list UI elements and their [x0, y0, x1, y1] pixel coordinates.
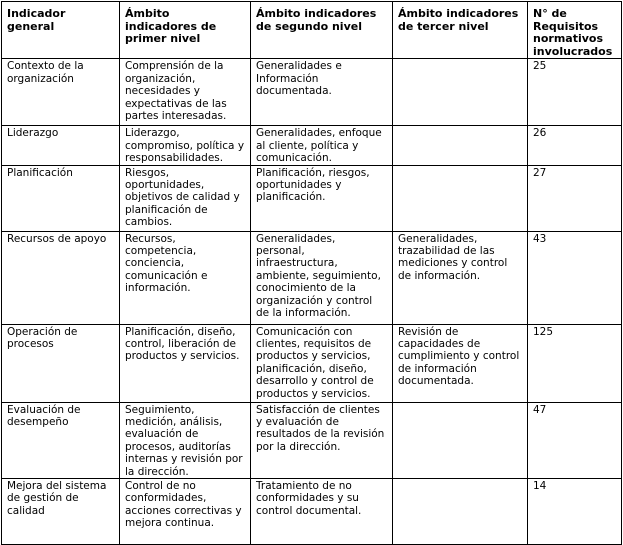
table-row	[2, 324, 622, 402]
cell-primer-nivel: Seguimiento, medición, análisis, evaluación de procesos, auditorías internas y revisión por la dirección.	[120, 402, 251, 478]
cell-segundo-nivel: Tratamiento de no conformidades y su control documental.	[251, 479, 393, 545]
cell-segundo-nivel: Satisfacción de clientes y evaluación de resultados de la revisión por la dirección.	[251, 402, 393, 478]
cell-tercer-nivel: Generalidades, trazabilidad de las mediciones y control de información.	[393, 231, 528, 324]
cell-indicador: Liderazgo	[2, 126, 120, 165]
header-tercer-nivel: Ámbito indicadores de tercer nivel	[393, 2, 528, 59]
cell-tercer-nivel: Revisión de capacidades de cumplimiento y control de información documentada.	[393, 324, 528, 402]
cell-indicador: Recursos de apoyo	[2, 231, 120, 324]
cell-tercer-nivel	[393, 479, 528, 545]
cell-primer-nivel: Recursos, competencia, conciencia, comunicación e información.	[120, 231, 251, 324]
cell-requisitos: 14	[528, 479, 622, 545]
cell-requisitos: 43	[528, 231, 622, 324]
table-row	[2, 165, 622, 231]
cell-tercer-nivel	[393, 126, 528, 165]
indicators-table	[1, 1, 622, 545]
cell-indicador: Planificación	[2, 165, 120, 231]
cell-segundo-nivel: Generalidades, personal, infraestructura, ambiente, seguimiento, conocimiento de la organización y control de la información.	[251, 231, 393, 324]
table-row	[2, 59, 622, 126]
cell-requisitos: 25	[528, 59, 622, 126]
cell-indicador: Mejora del sistema de gestión de calidad	[2, 479, 120, 545]
table-row	[2, 126, 622, 165]
cell-requisitos: 26	[528, 126, 622, 165]
cell-indicador: Contexto de la organización	[2, 59, 120, 126]
table-row	[2, 479, 622, 545]
cell-tercer-nivel	[393, 59, 528, 126]
header-indicador-general: Indicador general	[2, 2, 120, 59]
table-row	[2, 402, 622, 478]
table-row	[2, 231, 622, 324]
cell-requisitos: 125	[528, 324, 622, 402]
table-header-row	[2, 2, 622, 59]
cell-indicador: Evaluación de desempeño	[2, 402, 120, 478]
cell-segundo-nivel: Comunicación con clientes, requisitos de productos y servicios, planificación, diseño, desarrollo y control de productos y servicios.	[251, 324, 393, 402]
cell-primer-nivel: Control de no conformidades, acciones correctivas y mejora continua.	[120, 479, 251, 545]
cell-primer-nivel: Liderazgo, compromiso, política y responsabilidades.	[120, 126, 251, 165]
cell-segundo-nivel: Generalidades, enfoque al cliente, política y comunicación.	[251, 126, 393, 165]
header-primer-nivel: Ámbito indicadores de primer nivel	[120, 2, 251, 59]
cell-segundo-nivel: Planificación, riesgos, oportunidades y planificación.	[251, 165, 393, 231]
cell-segundo-nivel: Generalidades e Información documentada.	[251, 59, 393, 126]
header-requisitos: N° de Requisitos normativos involucrados	[528, 2, 622, 59]
cell-indicador: Operación de procesos	[2, 324, 120, 402]
cell-requisitos: 27	[528, 165, 622, 231]
cell-primer-nivel: Riesgos, oportunidades, objetivos de calidad y planificación de cambios.	[120, 165, 251, 231]
cell-tercer-nivel	[393, 402, 528, 478]
header-segundo-nivel: Ámbito indicadores de segundo nivel	[251, 2, 393, 59]
cell-primer-nivel: Comprensión de la organización, necesidades y expectativas de las partes interesadas.	[120, 59, 251, 126]
cell-tercer-nivel	[393, 165, 528, 231]
cell-primer-nivel: Planificación, diseño, control, liberación de productos y servicios.	[120, 324, 251, 402]
cell-requisitos: 47	[528, 402, 622, 478]
